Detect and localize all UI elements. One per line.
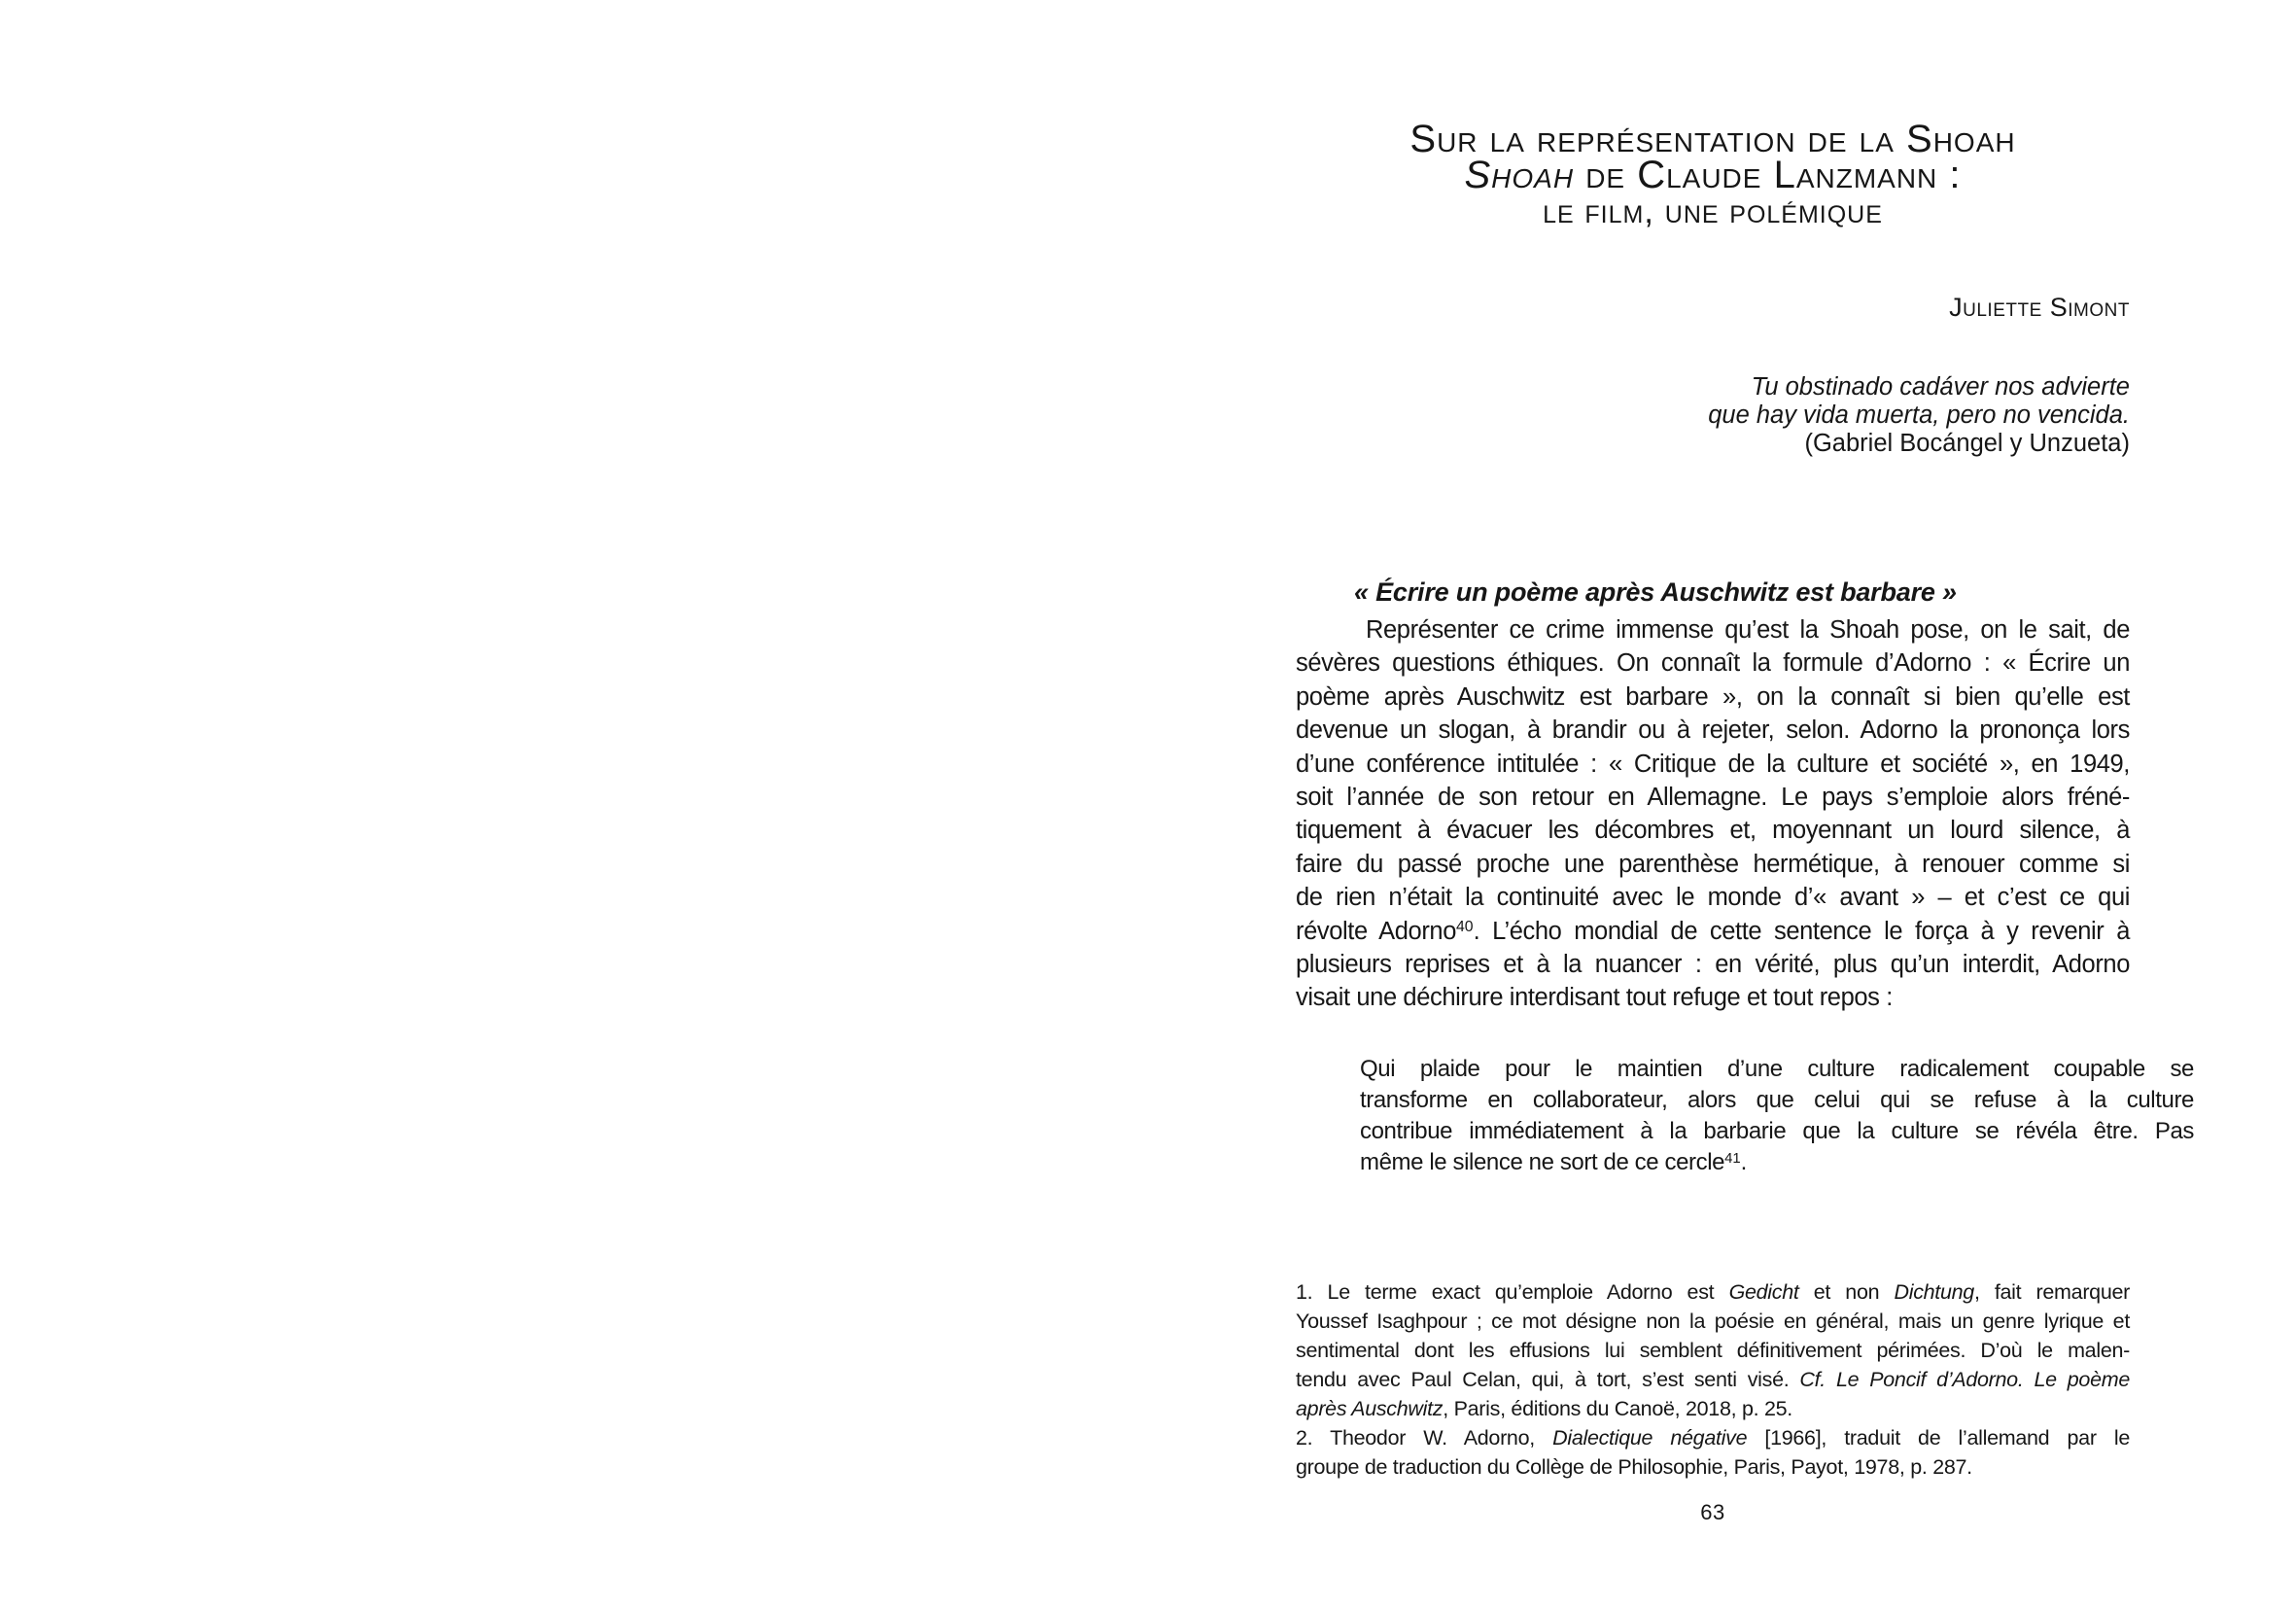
- text-line: groupe de traduction du Collège de Philosophie, Paris, Payot, 1978, p. 287.: [1296, 1455, 1972, 1479]
- text-line: soit l’année de son retour en Allemagne. Le pays s’emploie alors fréné-: [1296, 784, 2130, 812]
- text-line: sévères questions éthiques. On connaît la formule d’Adorno : « Écrire un: [1296, 649, 2130, 678]
- text-line: poème après Auschwitz est barbare », on la connaît si bien qu’elle est: [1296, 682, 2130, 711]
- chapter-title-line-3: le film, une polémique: [1543, 192, 1883, 230]
- text-line: Représenter ce crime immense qu’est la Shoah pose, on le sait, de: [1366, 616, 2130, 644]
- text-line: sentimental dont les effusions lui semblent définitivement périmées. D’où le malen-: [1296, 1339, 2130, 1362]
- text-line: plusieurs reprises et à la nuancer : en vérité, plus qu’un interdit, Adorno: [1296, 951, 2130, 979]
- text-line: d’une conférence intitulée : « Critique de la culture et société », en 1949,: [1296, 750, 2130, 778]
- chapter-title-line-2: Shoah de Claude Lanzmann :: [1464, 154, 1962, 196]
- text-line: contribue immédiatement à la barbarie que la culture se révéla être. Pas: [1360, 1118, 2194, 1144]
- text-line: tiquement à évacuer les décombres et, moyennant un lourd silence, à: [1296, 817, 2130, 845]
- text-line: même le silence ne sort de ce cercle$^{41}$.: [1360, 1149, 1747, 1175]
- text-line: faire du passé proche une parenthèse hermétique, à renouer comme si: [1296, 850, 2130, 878]
- text-line: Qui plaide pour le maintien d’une culture radicalement coupable se: [1360, 1056, 2194, 1082]
- text-line: révolte Adorno$^{40}$. L’écho mondial de cette sentence le força à y revenir à: [1296, 917, 2130, 945]
- body-paragraph: [1296, 613, 2130, 1015]
- text-line: de rien n’était la continuité avec le monde d’« avant » – et c’est ce qui: [1296, 884, 2130, 912]
- block-quote: [1296, 1054, 2194, 1178]
- text-line: tendu avec Paul Celan, qui, à tort, s’est senti visé. Cf. Le Poncif d’Adorno. Le poème: [1296, 1368, 2130, 1391]
- text-line: Youssef Isaghpour ; ce mot désigne non la poésie en général, mais un genre lyrique et: [1296, 1310, 2130, 1333]
- page-number: 63: [1700, 1500, 1725, 1524]
- epigraph: [1296, 373, 2130, 458]
- text-line: après Auschwitz, Paris, éditions du Canoë, 2018, p. 25.: [1296, 1397, 1792, 1420]
- text-line: transforme en collaborateur, alors que celui qui se refuse à la culture: [1360, 1087, 2194, 1113]
- text-line: Tu obstinado cadáver nos advierte: [1751, 373, 2130, 401]
- chapter-title: [1296, 118, 2130, 230]
- footnote-2: [1296, 1423, 2130, 1482]
- epigraph-quote-lines: [1296, 373, 2130, 430]
- epigraph-attribution: (Gabriel Bocángel y Unzueta): [1804, 430, 2130, 457]
- chapter-title-line-1: Sur la représentation de la Shoah: [1409, 118, 2016, 160]
- text-line: 2. Theodor W. Adorno, Dialectique négative [1966], traduit de l’allemand par le: [1296, 1426, 2130, 1450]
- footnote-1: [1296, 1277, 2130, 1423]
- author-name: Juliette Simont: [1949, 293, 2130, 322]
- footnotes: [1296, 1277, 2130, 1482]
- text-line: visait une déchirure interdisant tout refuge et tout repos :: [1296, 984, 1893, 1012]
- text-line: devenue un slogan, à brandir ou à rejeter, selon. Adorno la prononça lors: [1296, 716, 2130, 745]
- text-line: que hay vida muerta, pero no vencida.: [1708, 402, 2130, 429]
- text-line: 1. Le terme exact qu’emploie Adorno est Gedicht et non Dichtung, fait remarquer: [1296, 1280, 2131, 1304]
- section-heading: « Écrire un poème après Auschwitz est barbare »: [1354, 577, 1957, 607]
